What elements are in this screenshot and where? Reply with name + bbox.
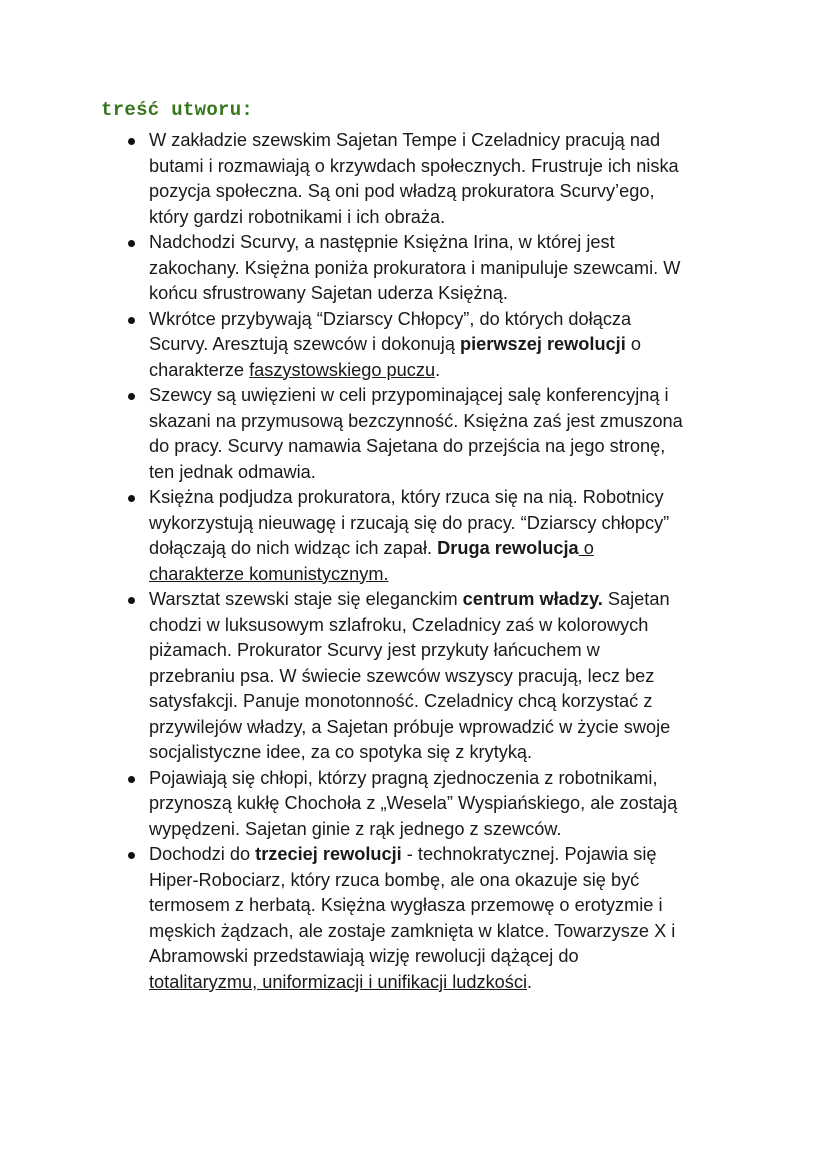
text-segment: termosem z herbatą. Księżna wygłasza przemowę o erotyzmie i	[149, 895, 663, 915]
text-segment: wykorzystują nieuwagę i rzucają się do pracy. “Dziarscy chłopcy”	[149, 512, 670, 533]
text-line	[149, 383, 814, 409]
list-item	[124, 230, 814, 307]
text-line	[149, 511, 814, 537]
text-segment: końcu sfrustrowany Sajetan uderza Księżną.	[149, 283, 508, 303]
text-line	[149, 230, 814, 256]
bullet-icon	[128, 317, 135, 324]
text-segment: Szewcy są uwięzieni w celi przypominającej salę konferencyjną i	[149, 385, 669, 405]
text-segment: przywilejów władzy, a Sajetan próbuje wprowadzić w życie swoje	[149, 716, 671, 737]
text-segment: - technokratycznej. Pojawia się	[401, 844, 657, 864]
underlined-text: charakterze komunistycznym.	[149, 563, 389, 584]
text-line	[149, 128, 814, 154]
text-segment: Księżna podjudza prokuratora, który rzuca się na nią. Robotnicy	[149, 487, 664, 507]
text-line	[149, 460, 814, 486]
section-heading: treść utworu:	[101, 99, 254, 121]
text-line	[149, 409, 814, 435]
text-line	[149, 766, 814, 792]
text-segment: pozycja społeczna. Są oni pod władzą prokuratora Scurvy’ego,	[149, 181, 655, 201]
text-line	[149, 205, 814, 231]
text-line	[149, 613, 814, 639]
text-segment: dołączają do nich widząc ich zapał.	[149, 538, 438, 558]
list-item	[124, 766, 814, 843]
text-segment: przebraniu psa. W świecie szewców wszyscy pracują, lecz bez	[149, 665, 655, 686]
bullet-icon	[128, 852, 135, 859]
bullet-icon	[128, 393, 135, 400]
text-segment: który gardzi robotnikami i ich obraża.	[149, 206, 446, 227]
bold-text: trzeciej rewolucji	[255, 844, 402, 864]
list-item	[124, 485, 814, 587]
text-line	[149, 791, 814, 817]
bold-text: pierwszej rewolucji	[460, 334, 626, 354]
text-segment: W zakładzie szewskim Sajetan Tempe i Czeladnicy pracują nad	[149, 130, 661, 150]
text-line	[149, 664, 814, 690]
text-line	[149, 332, 814, 358]
text-segment: Scurvy. Aresztują szewców i dokonują	[149, 334, 461, 354]
list-item	[124, 842, 814, 995]
bullet-icon	[128, 495, 135, 502]
text-line	[149, 919, 814, 945]
plot-summary-list	[124, 128, 814, 995]
text-line	[149, 536, 814, 562]
text-line	[149, 256, 814, 282]
text-line	[149, 638, 814, 664]
text-segment: satysfakcji. Panuje monotonność. Czeladnicy chcą korzystać z	[149, 691, 653, 711]
text-segment: męskich żądzach, ale zostaje zamknięta w klatce. Towarzysze X i	[149, 920, 676, 941]
text-segment: Nadchodzi Scurvy, a następnie Księżna Irina, w której jest	[149, 232, 615, 252]
bullet-icon	[128, 597, 135, 604]
text-segment: skazani na przymusową bezczynność. Księżna zaś jest zmuszona	[149, 410, 683, 431]
text-segment: do pracy. Scurvy namawia Sajetana do przejścia na jego stronę,	[149, 436, 666, 456]
text-line	[149, 307, 814, 333]
text-segment: ten jednak odmawia.	[149, 461, 316, 482]
text-segment: Sajetan	[602, 589, 670, 609]
text-line	[149, 281, 814, 307]
text-line	[149, 817, 814, 843]
underlined-text: o	[578, 538, 594, 558]
text-line	[149, 893, 814, 919]
text-segment: socjalistyczne idee, za co spotyka się z krytyką.	[149, 742, 533, 762]
text-segment: Wkrótce przybywają “Dziarscy Chłopcy”, do których dołącza	[149, 308, 632, 329]
bullet-icon	[128, 240, 135, 247]
text-line	[149, 562, 814, 588]
text-segment: Dochodzi do	[149, 844, 256, 864]
text-line	[149, 587, 814, 613]
list-item	[124, 128, 814, 230]
text-line	[149, 868, 814, 894]
text-segment: zakochany. Księżna poniża prokuratora i manipuluje szewcami. W	[149, 257, 681, 278]
bullet-icon	[128, 138, 135, 145]
text-line	[149, 970, 814, 996]
bold-text: centrum władzy.	[462, 589, 603, 609]
list-item	[124, 307, 814, 384]
text-line	[149, 944, 814, 970]
underlined-text: faszystowskiego puczu	[249, 359, 436, 380]
text-line	[149, 434, 814, 460]
text-segment: .	[527, 971, 533, 992]
text-line	[149, 715, 814, 741]
text-segment: Warsztat szewski staje się eleganckim	[149, 589, 463, 609]
text-line	[149, 740, 814, 766]
text-line	[149, 485, 814, 511]
text-line	[149, 358, 814, 384]
text-segment: .	[435, 359, 441, 380]
text-line	[149, 154, 814, 180]
text-segment: chodzi w luksusowym szlafroku, Czeladnicy zaś w kolorowych	[149, 614, 649, 635]
underlined-text: totalitaryzmu, uniformizacji i unifikacji ludzkości	[149, 971, 528, 992]
bullet-icon	[128, 776, 135, 783]
bold-text: Druga rewolucja	[437, 538, 579, 558]
text-line	[149, 689, 814, 715]
text-segment: wypędzeni. Sajetan ginie z rąk jednego z szewców.	[149, 818, 562, 839]
text-line	[149, 179, 814, 205]
text-segment: Hiper-Robociarz, który rzuca bombę, ale ona okazuje się być	[149, 869, 640, 890]
text-segment: Abramowski przedstawiają wizję rewolucji dążącej do	[149, 946, 579, 966]
text-segment: Pojawiają się chłopi, którzy pragną zjednoczenia z robotnikami,	[149, 767, 658, 788]
list-item	[124, 587, 814, 766]
text-segment: przynoszą kukłę Chochoła z „Wesela” Wyspiańskiego, ale zostają	[149, 793, 678, 813]
text-segment: piżamach. Prokurator Scurvy jest przykuty łańcuchem w	[149, 640, 600, 660]
text-line	[149, 842, 814, 868]
text-segment: butami i rozmawiają o krzywdach społecznych. Frustruje ich niska	[149, 155, 679, 176]
list-item	[124, 383, 814, 485]
text-segment: charakterze	[149, 359, 250, 380]
text-segment: o	[625, 334, 641, 354]
